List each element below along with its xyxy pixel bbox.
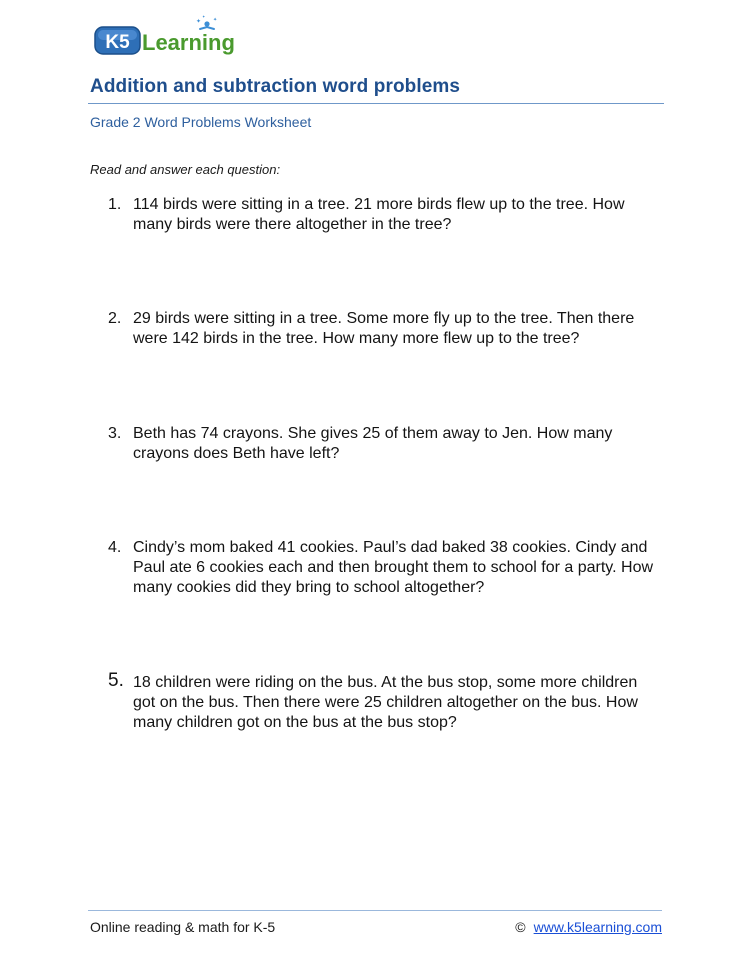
footer-divider (88, 910, 662, 911)
question-1 (108, 195, 668, 235)
question-text: 18 children were riding on the bus. At the bus stop, some more children got on the bus. Then there were 25 children altogether on the bus. How many children got on the bus at the bus stop? (133, 674, 638, 731)
question-number: 1. (108, 196, 122, 213)
logo-star-icon: ✦ (196, 18, 202, 25)
question-number: 3. (108, 425, 122, 442)
logo-figure-head-icon (204, 21, 209, 26)
footer-link-group (515, 919, 662, 935)
title-divider (88, 103, 664, 104)
logo-badge-text: K5 (105, 32, 130, 53)
logo-star-icon: ✦ (213, 17, 218, 23)
page-subtitle: Grade 2 Word Problems Worksheet (90, 114, 312, 130)
website-link[interactable]: www.k5learning.com (533, 919, 662, 935)
question-2 (108, 309, 668, 349)
question-text: 29 birds were sitting in a tree. Some more fly up to the tree. Then there were 142 birds in the tree. How many more flew up to the tree? (133, 310, 635, 347)
logo-wordmark: Learning (142, 30, 235, 55)
question-number: 5. (108, 670, 124, 691)
k5-logo-graphic (92, 14, 252, 58)
footer-tagline: Online reading & math for K-5 (90, 919, 276, 935)
instructions-text: Read and answer each question: (90, 162, 281, 177)
question-number: 4. (108, 539, 122, 556)
k5-learning-logo[interactable] (92, 14, 252, 58)
page-title: Addition and subtraction word problems (90, 76, 461, 97)
logo-star-icon: ✦ (202, 14, 206, 19)
question-text: Beth has 74 crayons. She gives 25 of them away to Jen. How many crayons does Beth have left? (133, 425, 613, 462)
question-4 (108, 538, 668, 598)
question-3 (108, 424, 668, 464)
question-text: Cindy’s mom baked 41 cookies. Paul’s dad baked 38 cookies. Cindy and Paul ate 6 cookies each and then brought them to school for a party. How many cookies did they bring to school altogether? (133, 539, 654, 596)
question-text: 114 birds were sitting in a tree. 21 more birds flew up to the tree. How many birds were there altogether in the tree? (133, 196, 625, 233)
question-number: 2. (108, 310, 122, 327)
copyright-icon: © (515, 919, 526, 935)
question-5 (108, 670, 668, 733)
